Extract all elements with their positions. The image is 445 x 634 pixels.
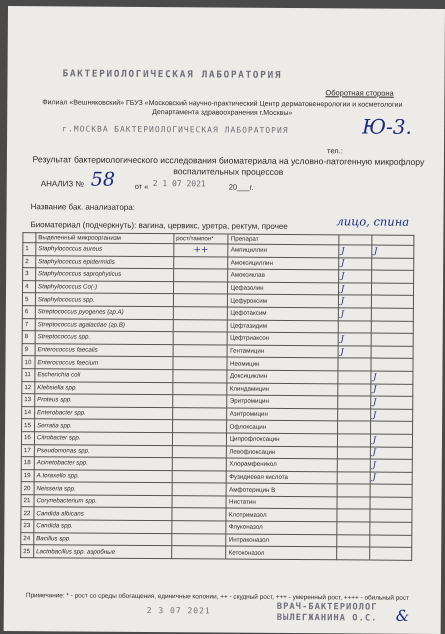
row-number: 3 bbox=[23, 268, 36, 281]
row-number: 4 bbox=[22, 280, 35, 293]
organism-cell: A.toraxello spp. bbox=[34, 469, 172, 483]
growth-cell bbox=[172, 445, 227, 458]
drug-cell: Интраконазол bbox=[226, 534, 336, 547]
mark2-cell bbox=[369, 547, 411, 560]
col-growth-header: рост/тампон* bbox=[174, 234, 229, 244]
row-number: 7 bbox=[22, 318, 35, 331]
organism-cell: Enterobacter spp. bbox=[35, 406, 173, 420]
row-number: 14 bbox=[22, 406, 35, 419]
mark-cell: J bbox=[339, 257, 372, 270]
organism-cell: Staphylococcus epidermidis bbox=[36, 255, 174, 269]
mark-cell: J bbox=[338, 283, 371, 296]
organism-cell: Staphylococcus aureus bbox=[36, 243, 174, 257]
drug-cell: Эритромицин bbox=[227, 395, 337, 408]
organism-cell: Streptococcus spp. bbox=[35, 331, 173, 345]
growth-cell bbox=[173, 382, 228, 395]
mark-cell bbox=[337, 497, 370, 510]
row-number: 23 bbox=[21, 520, 34, 533]
growth-cell bbox=[172, 433, 227, 446]
mark2-cell bbox=[371, 270, 413, 283]
row-number: 16 bbox=[21, 432, 34, 445]
mark-cell: J bbox=[338, 270, 371, 283]
mark2-cell bbox=[370, 510, 412, 523]
drug-cell: Амоксициллин bbox=[228, 257, 338, 270]
mark2-cell: J bbox=[370, 459, 412, 472]
row-number: 19 bbox=[21, 469, 34, 482]
mark2-cell bbox=[371, 321, 413, 334]
footer-date-stamp: 2 3 07 2021 bbox=[146, 605, 211, 616]
growth-cell bbox=[173, 319, 228, 332]
drug-cell: Хлорамфеникол bbox=[227, 458, 337, 471]
drug-cell: Офлоксацин bbox=[227, 420, 337, 433]
drug-cell: Цефазолин bbox=[228, 282, 338, 295]
growth-cell bbox=[172, 508, 227, 521]
mark2-cell bbox=[371, 308, 413, 321]
drug-cell: Амфотерицин B bbox=[227, 483, 337, 496]
drug-cell: Ампициллин bbox=[228, 244, 338, 257]
mark-cell bbox=[337, 421, 370, 434]
growth-cell bbox=[172, 458, 227, 471]
growth-cell bbox=[172, 483, 227, 496]
result-form bbox=[4, 6, 445, 634]
drug-cell: Клотримазол bbox=[226, 509, 336, 522]
growth-cell bbox=[172, 407, 227, 420]
drug-cell: Гентамицин bbox=[228, 345, 338, 358]
drug-cell: Клиндамицин bbox=[227, 383, 337, 396]
mark2-cell bbox=[370, 484, 412, 497]
row-number: 2 bbox=[23, 255, 36, 268]
organism-cell: Escherichia coli bbox=[35, 369, 173, 383]
mark-cell bbox=[337, 459, 370, 472]
mark2-cell bbox=[371, 333, 413, 346]
mark-cell bbox=[338, 383, 371, 396]
growth-cell bbox=[172, 420, 227, 433]
mark2-cell bbox=[371, 346, 413, 359]
organism-cell: Enterococcus faecium bbox=[35, 356, 173, 370]
growth-cell bbox=[173, 344, 228, 357]
growth-cell bbox=[172, 496, 227, 509]
row-number: 10 bbox=[22, 356, 35, 369]
organism-cell: Streptococcus agalactiae (гр.B) bbox=[35, 318, 173, 332]
row-number: 5 bbox=[22, 293, 35, 306]
organism-cell: Staphylococcus spp. bbox=[35, 293, 173, 307]
growth-cell bbox=[173, 269, 228, 282]
drug-cell: Амоксиклав bbox=[228, 269, 338, 282]
mark2-cell bbox=[370, 522, 412, 535]
mark-cell bbox=[338, 320, 371, 333]
organism-cell: Staphylococcus saprophyticus bbox=[35, 268, 173, 282]
mark-cell bbox=[337, 509, 370, 522]
table-row bbox=[21, 545, 412, 560]
mark2-cell bbox=[371, 358, 413, 371]
results-table bbox=[20, 232, 414, 561]
growth-cell bbox=[173, 294, 228, 307]
row-number: 20 bbox=[21, 482, 34, 495]
mark2-cell bbox=[370, 497, 412, 510]
organism-cell: Enterococcus faecalis bbox=[35, 343, 173, 357]
footnote: Примечание: * - рост со среды обогащения, единичные колонии, ++ - скудный рост, +++ - умеренный рост, ++++ - обильный рост bbox=[25, 592, 410, 602]
row-number: 22 bbox=[21, 507, 34, 520]
mark2-cell bbox=[370, 421, 412, 434]
row-number: 13 bbox=[22, 394, 35, 407]
row-number: 15 bbox=[22, 419, 35, 432]
lab-stamp: БАКТЕРИОЛОГИЧЕСКАЯ ЛАБОРАТОРИЯ bbox=[62, 68, 283, 81]
result-title: Результат бактериологического исследования биоматериала на условно-патогенную микрофлору воспалительных процессов bbox=[32, 154, 425, 177]
mark-cell: J bbox=[338, 346, 371, 359]
mark2-cell: J bbox=[370, 472, 412, 485]
doctor-name: ВЫЛЕГЖАНИНА О.С. bbox=[276, 612, 378, 624]
row-number: 11 bbox=[22, 369, 35, 382]
analyzer-label: Название бак. анализатора: bbox=[30, 202, 135, 212]
mark-cell: J bbox=[339, 245, 372, 258]
drug-cell: Цефуроксим bbox=[228, 294, 338, 307]
drug-cell: Цефтриаксон bbox=[228, 332, 338, 345]
mark2-cell bbox=[370, 535, 412, 548]
mark-cell: J bbox=[338, 295, 371, 308]
row-number: 25 bbox=[21, 545, 34, 558]
row-number: 17 bbox=[21, 444, 34, 457]
mark-cell bbox=[336, 547, 369, 560]
mark2-cell bbox=[371, 295, 413, 308]
growth-cell bbox=[171, 546, 226, 559]
mark-cell bbox=[337, 484, 370, 497]
tel-label: тел.: bbox=[326, 146, 343, 156]
mark-cell: J bbox=[338, 308, 371, 321]
growth-cell bbox=[172, 470, 227, 483]
drug-cell: Кетоконазол bbox=[226, 546, 336, 559]
growth-cell bbox=[173, 357, 228, 370]
col-organism-header: Выделенный микроорганизм bbox=[36, 233, 174, 244]
mark2-cell bbox=[371, 258, 413, 271]
handwritten-number: Ю-3. bbox=[362, 114, 412, 139]
date-open: от « bbox=[134, 181, 149, 191]
reverse-side-label: Оборотная сторона bbox=[325, 88, 394, 98]
mark2-cell: J bbox=[372, 245, 414, 258]
col-mark2-header bbox=[372, 235, 414, 245]
filial-text: Филиал «Вешняковский» ГБУЗ «Московский научно-практический Центр дерматовенерологии и косметологии Департамента здравоохранения г.Москвы» bbox=[42, 99, 403, 117]
organism-cell: Citrobacter spp. bbox=[34, 432, 172, 446]
mark2-cell: J bbox=[371, 371, 413, 384]
organism-cell: Proteus spp. bbox=[35, 394, 173, 408]
mark2-cell bbox=[371, 283, 413, 296]
lab-stamp-2: БАКТЕРИОЛОГИЧЕСКАЯ ЛАБОРАТОРИЯ bbox=[114, 124, 289, 135]
row-number: 24 bbox=[21, 532, 34, 545]
organism-cell: Candida spp. bbox=[34, 520, 172, 534]
col-mark-header bbox=[339, 235, 372, 245]
doctor-title: ВРАЧ-БАКТЕРИОЛОГ bbox=[276, 601, 378, 613]
drug-cell: Фузидиевая кислота bbox=[227, 471, 337, 484]
mark2-cell: J bbox=[370, 447, 412, 460]
biomaterial-handwritten: лицо, спина bbox=[336, 214, 410, 229]
biomaterial-label: Биоматериал (подчеркнуть): вагина, цервикс, уретра, ректум, прочее bbox=[30, 220, 288, 231]
growth-cell bbox=[172, 521, 227, 534]
row-number: 9 bbox=[22, 343, 35, 356]
mark-cell bbox=[337, 446, 370, 459]
date-year: 20___г. bbox=[228, 182, 254, 192]
mark2-cell: J bbox=[370, 434, 412, 447]
signature: & bbox=[395, 606, 410, 625]
drug-cell: Неомицин bbox=[227, 357, 337, 370]
doctor-stamp bbox=[277, 602, 378, 625]
mark-cell bbox=[337, 409, 370, 422]
drug-cell: Флуконазол bbox=[226, 521, 336, 534]
mark2-cell: J bbox=[370, 409, 412, 422]
organism-cell: Staphylococcus Co(-) bbox=[35, 280, 173, 294]
growth-cell bbox=[173, 332, 228, 345]
mark-cell bbox=[337, 434, 370, 447]
analysis-label: АНАЛИЗ № bbox=[40, 179, 85, 189]
drug-cell: Нистатин bbox=[226, 496, 336, 509]
organism-cell: Serratia spp. bbox=[34, 419, 172, 433]
organism-cell: Corynebacterium spp. bbox=[34, 495, 172, 509]
mark-cell bbox=[337, 522, 370, 535]
growth-cell: ++ bbox=[173, 244, 228, 257]
date-stamp: 2 1 07 2021 bbox=[152, 179, 206, 189]
organism-cell: Neisseria spp. bbox=[34, 482, 172, 496]
organism-cell: Lactobacillus spp. аэробные bbox=[34, 545, 172, 559]
col-number-header bbox=[23, 233, 36, 243]
mark-cell bbox=[338, 396, 371, 409]
growth-cell bbox=[173, 281, 228, 294]
drug-cell: Цефотаксим bbox=[228, 307, 338, 320]
drug-cell: Левофлоксацин bbox=[227, 446, 337, 459]
drug-cell: Доксициклин bbox=[227, 370, 337, 383]
mark2-cell: J bbox=[370, 396, 412, 409]
growth-cell bbox=[171, 533, 226, 546]
growth-cell bbox=[173, 307, 228, 320]
drug-cell: Цефтазидим bbox=[228, 320, 338, 333]
growth-cell bbox=[173, 370, 228, 383]
organism-cell: Klebsiella spp. bbox=[35, 381, 173, 395]
row-number: 21 bbox=[21, 494, 34, 507]
mark-cell bbox=[338, 358, 371, 371]
organism-cell: Bacillus spp. bbox=[34, 532, 172, 546]
col-drug-header: Препарат bbox=[228, 234, 338, 245]
mark-cell bbox=[337, 534, 370, 547]
drug-cell: Азитромицин bbox=[227, 408, 337, 421]
mark2-cell: J bbox=[371, 384, 413, 397]
analysis-number: 58 bbox=[90, 168, 116, 191]
row-number: 1 bbox=[23, 243, 36, 256]
mark-cell bbox=[337, 471, 370, 484]
row-number: 8 bbox=[22, 331, 35, 344]
growth-cell bbox=[173, 256, 228, 269]
row-number: 12 bbox=[22, 381, 35, 394]
organism-cell: Streptococcus pyogenes (гр.A) bbox=[35, 306, 173, 320]
growth-cell bbox=[172, 395, 227, 408]
organism-cell: Acinetobacter spp. bbox=[34, 457, 172, 471]
mark-cell bbox=[338, 371, 371, 384]
organism-cell: Pseudomonas spp. bbox=[34, 444, 172, 458]
row-number: 18 bbox=[21, 457, 34, 470]
organism-cell: Candida albicans bbox=[34, 507, 172, 521]
row-number: 6 bbox=[22, 306, 35, 319]
drug-cell: Ципрофлоксацин bbox=[227, 433, 337, 446]
city-stamp: г.МОСКВА bbox=[62, 124, 109, 134]
mark-cell: J bbox=[338, 333, 371, 346]
